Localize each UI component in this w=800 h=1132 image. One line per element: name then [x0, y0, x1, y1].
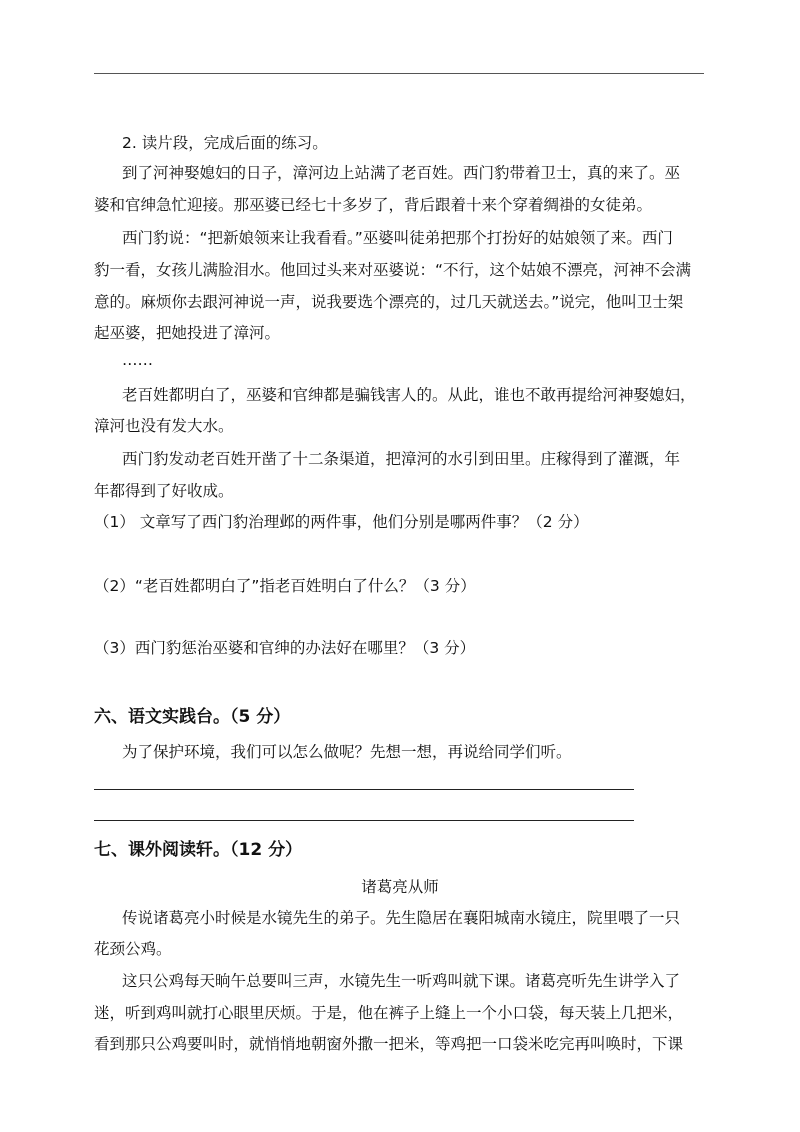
passage-line: 婆和官绅急忙迎接。那巫婆已经七十多岁了，背后跟着十来个穿着绸褂的女徒弟。 [94, 196, 653, 214]
answer-line [94, 820, 634, 821]
section-6-heading: 六、语文实践台。（5 分） [94, 707, 291, 727]
passage-ellipsis: …… [122, 351, 153, 369]
answer-line [94, 789, 634, 790]
passage-line: 西门豹说：“把新娘领来让我看看。”巫婆叫徒弟把那个打扮好的姑娘领了来。西门 [122, 229, 673, 247]
passage-line: 西门豹发动老百姓开凿了十二条渠道，把漳河的水引到田里。庄稼得到了灌溉，年 [122, 450, 681, 468]
reading-line: 看到那只公鸡要叫时，就悄悄地朝窗外撒一把米，等鸡把一口袋米吃完再叫唤时，下课 [94, 1035, 684, 1053]
passage-line: 漳河也没有发大水。 [94, 417, 234, 435]
reading-line: 传说诸葛亮小时候是水镜先生的弟子。先生隐居在襄阳城南水镜庄，院里喂了一只 [122, 909, 681, 927]
passage-line: 到了河神娶媳妇的日子，漳河边上站满了老百姓。西门豹带着卫士，真的来了。巫 [122, 164, 681, 182]
reading-line: 迷，听到鸡叫就打心眼里厌烦。于是，他在裤子上缝上一个小口袋，每天装上几把米， [94, 1004, 684, 1022]
reading-line: 花颈公鸡。 [94, 940, 172, 958]
top-divider [94, 73, 704, 74]
question-2-prompt: 2. 读片段，完成后面的练习。 [122, 134, 328, 152]
sub-question-1: （1） 文章写了西门豹治理邺的两件事，他们分别是哪两件事？（2 分） [94, 513, 589, 531]
section-6-prompt: 为了保护环境，我们可以怎么做呢？先想一想，再说给同学们听。 [122, 743, 572, 761]
passage-line: 老百姓都明白了，巫婆和官绅都是骗钱害人的。从此，谁也不敢再提给河神娶媳妇， [122, 386, 696, 404]
sub-question-2: （2）“老百姓都明白了”指老百姓明白了什么？（3 分） [94, 577, 476, 595]
reading-line: 这只公鸡每天晌午总要叫三声，水镜先生一听鸡叫就下课。诸葛亮听先生讲学入了 [122, 972, 681, 990]
section-7-heading: 七、课外阅读轩。（12 分） [94, 840, 303, 860]
passage-line: 年都得到了好收成。 [94, 482, 234, 500]
sub-question-3: （3）西门豹惩治巫婆和官绅的办法好在哪里？（3 分） [94, 639, 476, 657]
reading-title: 诸葛亮从师 [361, 878, 439, 896]
passage-line: 起巫婆，把她投进了漳河。 [94, 324, 281, 342]
passage-line: 豹一看，女孩儿满脸泪水。他回过头来对巫婆说：“不行，这个姑娘不漂亮，河神不会满 [94, 261, 692, 279]
passage-line: 意的。麻烦你去跟河神说一声，说我要选个漂亮的，过几天就送去。”说完，他叫卫士架 [94, 293, 684, 311]
